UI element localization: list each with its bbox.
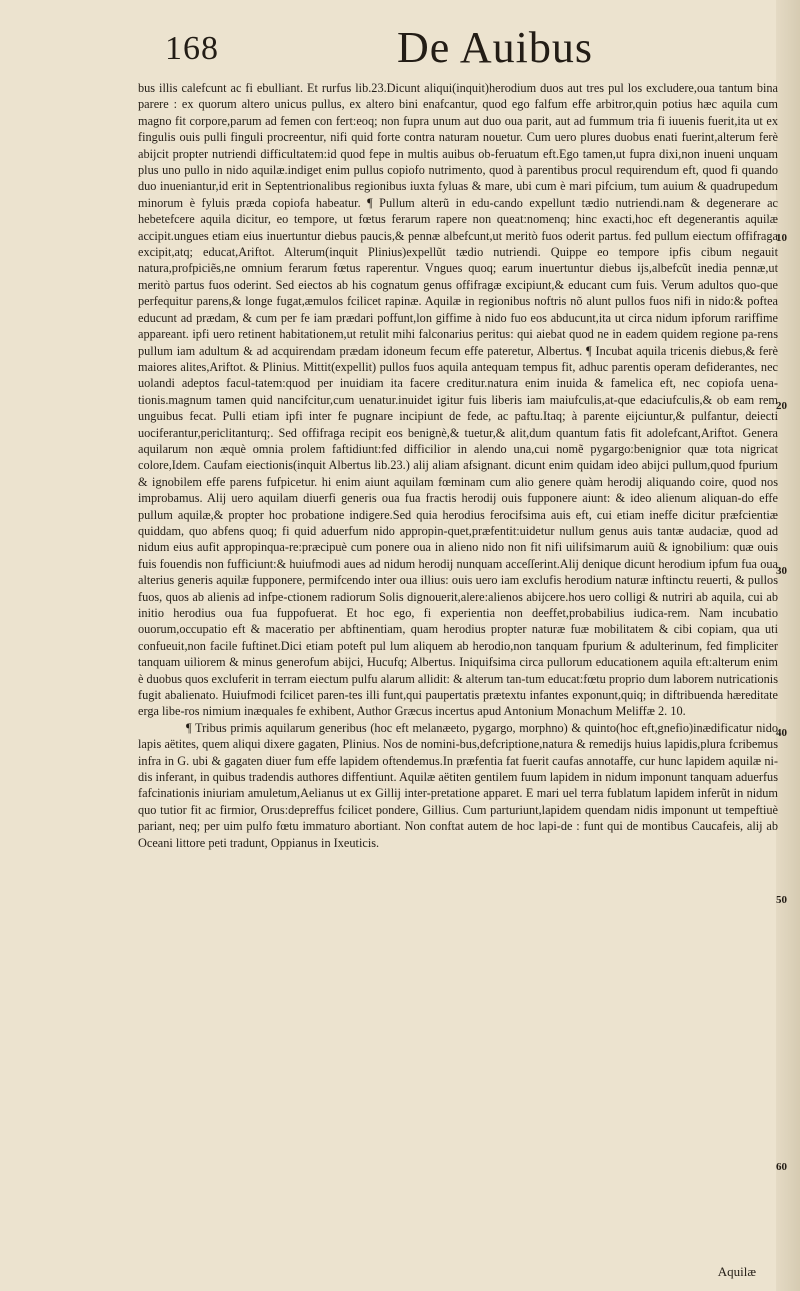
page-header <box>165 22 765 76</box>
running-title: De Auibus <box>397 23 593 72</box>
margin-number-30: 30 <box>776 565 787 577</box>
margin-number-40: 40 <box>776 727 787 739</box>
page-number: 168 <box>165 30 219 67</box>
paragraph-1: bus illis calefcunt ac fi ebulliant. Et rurfus lib.23.Dicunt aliqui(inquit)herodium duos aut tres pul los excludere,oua tantum bina parere : ex quorum altero unicus pullus, ex altero bini enafcantur, quod ego falfum effe arbitror,quin potius hæc aquila cum magno fit corpore,parum ad femen con fert:eoq; non fupra unum aut duo oua parit, aut ad fummum tria fi iuuenis fuerit,ita ut ex fingulis ouis pulli finguli procreentur, nifi quid forte contra naturam nouetur. Cum uero plures duobus enati fuerint,alterum ferè abijcit propter nutriendi difficultatem:id quod fepe in multis auibus ob-feruatum eft.Ego tamen,ut fupra dixi,non inueni unquam plus uno pullo in nido aquilæ.indiget enim pullus copiofo nutrimento, quod à parentibus procul requirendum eft, quod fi quando duo inueniantur,id erit in Septentrionalibus regionibus iuxta fyluas & mare, ubi cum è mari pifcium, tum auium & quadrupedum minorum è fyluis præda copiofa habeatur. ¶ Pullum alterũ in edu-cando expellunt tædio nutriendi.nam & degenerare ac hebetefcere aquila dicitur, eo tempore, ut fœtus ferarum rapere non queat:nomenq; hinc exacti,hoc eft degenerantis aquilæ accipit.ungues etiam eius inuertuntur diebus paucis,& pennæ albefcunt,ut meritò fuos oderit partus. fed pullum eiectum offifraga excipit,atq; educat,Ariftot. Alterum(inquit Plinius)expellũt tædio nutriendi. Quippe eo tempore ipfis cibum negauit natura,profpiciẽs,ne omnium ferarum fœtus raperentur. Vngues quoq; earum inuertuntur diebus ijs,albefcũt inedia pennæ,ut meritò partus fuos oderint. Sed eiectos ab his cognatum genus offifragæ excipiunt,& educant cum fuis. Verum adultos quo-que perfequitur parens,& longe fugat,æmulos fcilicet rapinæ. Aquilæ in regionibus noftris nõ alunt pullos fuos nifi in nido:& poftea educunt ad prædam, & cum per fe iam prædari poffunt,lon giffime à nido fuo eos abducunt,ita ut circa nidum ipforum rariffime appareant. ipfi uero retinent habitationem,ut retulit mihi falconarius peritus: qui aiebat quod ne in eadem quidem regione pa-rens pullum iam adultum & ad acquirendam prædam idoneum fecum effe pateretur, Albertus. ¶ Incubat aquila tricenis diebus,& ferè maiores alites,Ariftot. & Plinius. Mittit(expellit) pullos fuos aquila antequam tempus fit, adhuc parentis operam defiderantes, nec uolandi adeptos facul-tatem:quod per inuidiam ita facere creditur.natura enim inuida & famelica eft, nec copiofa uena-tionis.magnum tamen quid nancifcitur,cum uenatur.inuidet igitur fuis liberis iam maiufculis,at-que edaciufculis,& ob eam rem unguibus fecat. Pulli etiam ipfi inter fe pugnare incipiunt de fede, ac paftu.Itaq; à parente eijciuntur,& pulfantur, deiecti uociferantur,periclitanturq;. Sed offifraga recipit eos benignè,& tuetur,& alit,dum quantum fatis fit adolefcant,Ariftot. Genera aquilarum non æquè omnia prolem faftidiunt:fed difficilior in alendo una,cui nomẽ pygargo:benignior quæ tota nigricat colore,Idem. Caufam eiectionis(inquit Albertus lib.23.) alij aliam afsignant. dicunt enim quidam ideo abijci pullum,quod fpurium & ignobilem effe parens fufpicetur. hi enim aiunt aquilam fœminam cum alio genere quàm herodij aliquando coire, quod nos improbamus. Alij uero aquilam diuerfi generis oua fua fractis herodij ouis fupponere aiunt: & ideo alienum aliquan-do effe pullum aquilæ,& propter hoc probatione indigere.Sed quia herodius ferocifsima auis eft, cui etiam ineffe dicitur præfcientiæ quiddam, quo abfens quoq; fi quid aduerfum nido appropin-quet,præfentit:uidetur nullum genus auis tantæ audaciæ, quod ad nidum eius aufit appropinqua-re:præcipuè cum ponere oua in alieno nido non fit nifi uilifsimarum auiũ & ignobilium: quæ ouis fuis fouendis non fufficiunt:& huiufmodi aues ad nidum herodij nunquam acceſſerint.Alij denique dicunt herodium ipfum fua oua alterius generis aquilæ fupponere, permifcendo inter oua illius: ouis uero iam exclufis herodium naturæ inftinctu reuerti, & pullos fuos, quos ab alienis ad infpe-ctionem radiorum Solis dignouerit,alere:alienos abijcere.hos uero colligi & nutriri ab aquila, cui ab initio herodius oua fua fuppofuerat. Et hoc ego, fi experientia non deeffet,probabilius iudica-rem. Nam incubatio ouorum,occupatio eft & maceratio per abftinentiam, quam herodius propter naturæ fuæ mobilitatem & cibi copiam, qua uti confueuit,non facile fuftinet.Dici etiam poteft pul lum aliquem ab herodio,non tanquam fpurium & adulterinum, fed fimpliciter tanquam uiliorem & minus generofum abijci, Hucufq; Albertus. Iniquifsima circa pullorum educationem aquila eft:alterum enim è duobus quos excluferit in terram eiectum pulfu alarum allidit: & alterum tan-tum educat:fœtu proprio dum laborem nutricationis fugit abalienato. Huiufmodi fcilicet paren-tes illi funt,qui paupertatis prætextu infantes exponunt,quiq; in diftribuenda hæreditate erga libe-ros nimium inæquales fe exhibent, Author Græcus incertus apud Antonium Monachum Meliffæ 2. 10. <box>138 81 778 719</box>
margin-number-60: 60 <box>776 1161 787 1173</box>
catchword: Aquilæ <box>717 1264 756 1279</box>
paragraph-2: ¶ Tribus primis aquilarum generibus (hoc eft melanæeto, pygargo, morphno) & quinto(hoc eft,gnefio)inædificatur nido lapis aëtites, quem aliqui dixere gagaten, Plinius. Nos de nomini-bus,defcriptione,natura & remedijs huius lapidis,plura fcribemus infra in G. ubi & gagaten diuer fum effe lapidem oftendemus.In præfentia fat fuerit caufas annotaffe, cur hunc lapidem aquilæ ni-dis inferant, in quibus tradendis authores diffentiunt. Aquilæ aëtiten gentilem fuum lapidem in nidum imponunt tanquam aduerfus fafcinationis iniuriam amuletum,Aelianus ut ex Gillij inter-pretatione apparet. E mari uel terra fublatum lapidem inferũt in nidum quo tutior fit ac firmior, Orus:depreffus fcilicet pondere, Gillius. Cum parturiunt,lapidem quendam nidis imponunt ut tempeftiuè pariant, neq; per uim pulfo fœtu immaturo abortiant. Non conftat autem de hoc lapi-de : funt qui de montibus Caucafeis, alij ab Oceani littore peti tradunt, Oppianus in Ixeuticis. <box>138 720 778 850</box>
margin-number-50: 50 <box>776 894 787 906</box>
margin-number-20: 20 <box>776 400 787 412</box>
page-edge <box>776 0 800 1291</box>
margin-number-10: 10 <box>776 232 787 244</box>
main-text <box>138 80 778 851</box>
